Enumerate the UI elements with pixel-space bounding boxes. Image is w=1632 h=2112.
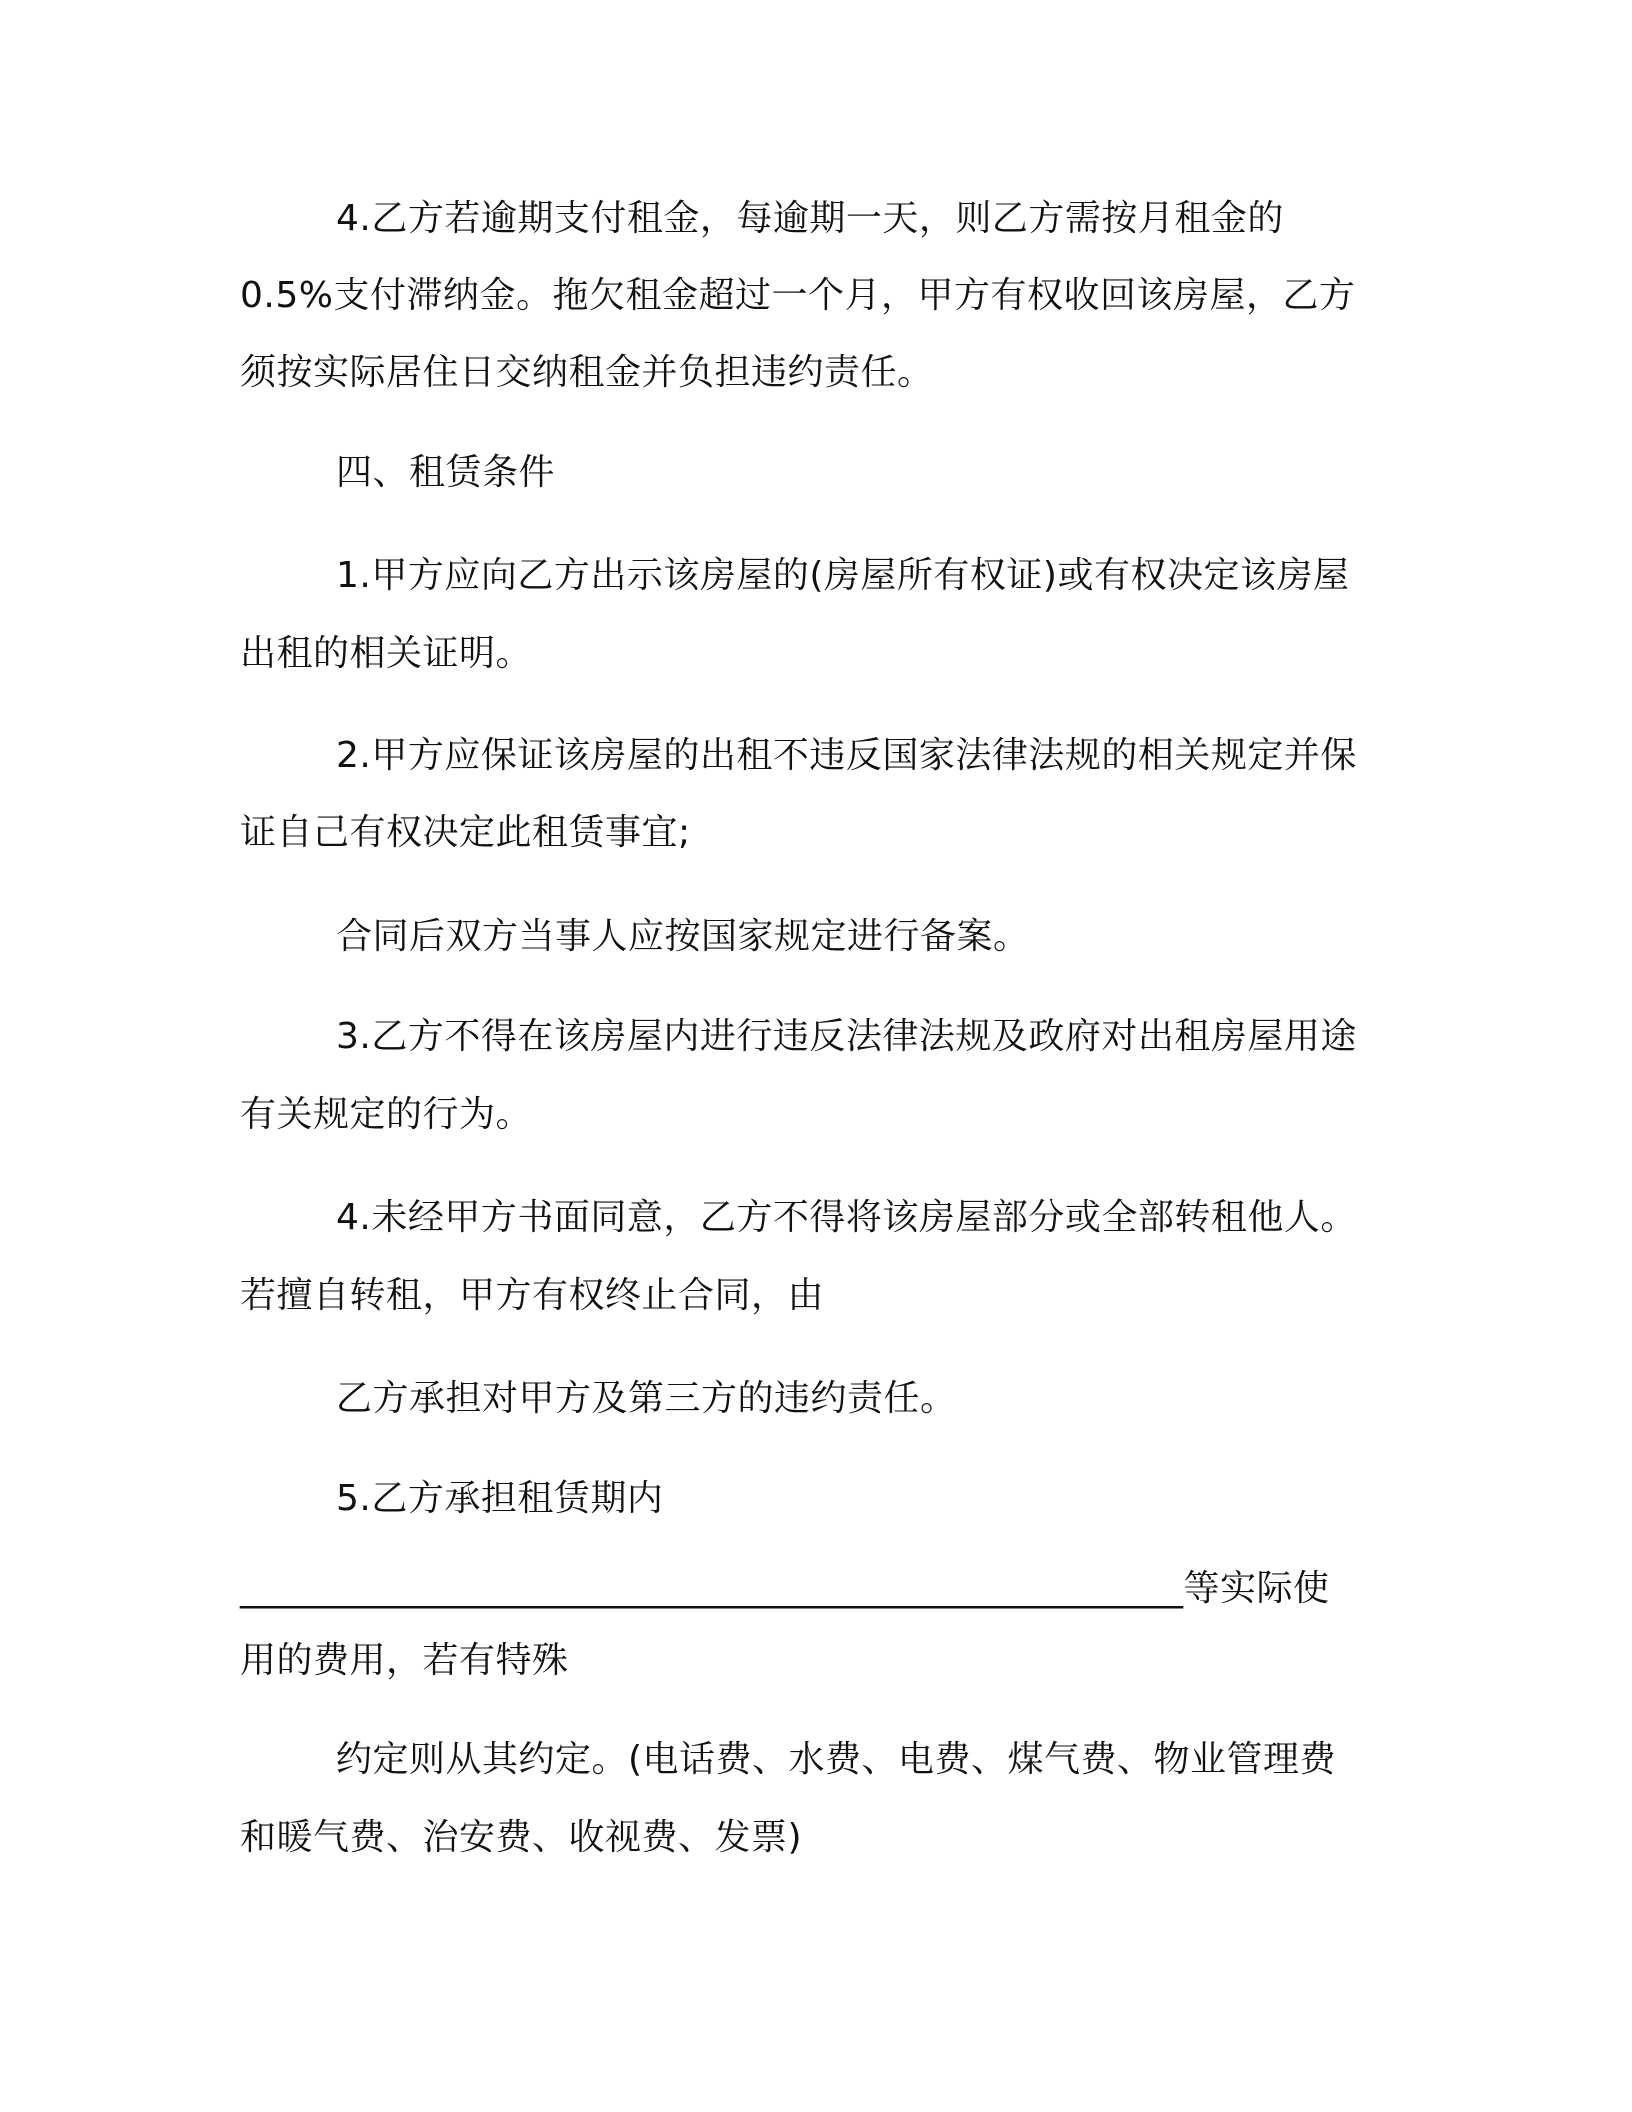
clause-4-late-rent-line-3: 须按实际居住日交纳租金并负担违约责任。 [240,352,934,393]
condition-1-line-2: 出租的相关证明。 [240,633,533,674]
section-heading-lease-conditions: 四、租赁条件 [336,452,556,493]
filing-note-line: 合同后双方当事人应按国家规定进行备案。 [336,916,1030,957]
condition-1-line-1: 1.甲方应向乙方出示该房屋的(房屋所有权证)或有权决定该房屋 [336,555,1350,596]
condition-4-line-2: 若擅自转租，甲方有权终止合同，由 [240,1275,825,1316]
condition-5-blank-line: ___________________________________________________等实际使 [240,1568,1330,1609]
fees-note-line-2: 和暖气费、治安费、收视费、发票) [240,1817,803,1858]
condition-4-line-1: 4.未经甲方书面同意，乙方不得将该房屋部分或全部转租他人。 [336,1197,1357,1238]
condition-3-line-2: 有关规定的行为。 [240,1094,533,1135]
condition-2-line-1: 2.甲方应保证该房屋的出租不违反国家法律法规的相关规定并保 [336,735,1357,776]
clause-4-late-rent-line-1: 4.乙方若逾期支付租金，每逾期一天，则乙方需按月租金的 [336,198,1284,239]
condition-5-line-1: 5.乙方承担租赁期内 [336,1478,664,1519]
fees-note-line-1: 约定则从其约定。(电话费、水费、电费、煤气费、物业管理费 [336,1739,1337,1780]
condition-2-line-2: 证自己有权决定此租赁事宜; [240,812,691,853]
clause-4-late-rent-line-2: 0.5%支付滞纳金。拖欠租金超过一个月，甲方有权收回该房屋，乙方 [240,275,1356,316]
condition-5-line-3: 用的费用，若有特殊 [240,1640,569,1681]
condition-4-line-3: 乙方承担对甲方及第三方的违约责任。 [336,1378,957,1419]
condition-3-line-1: 3.乙方不得在该房屋内进行违反法律法规及政府对出租房屋用途 [336,1016,1357,1057]
